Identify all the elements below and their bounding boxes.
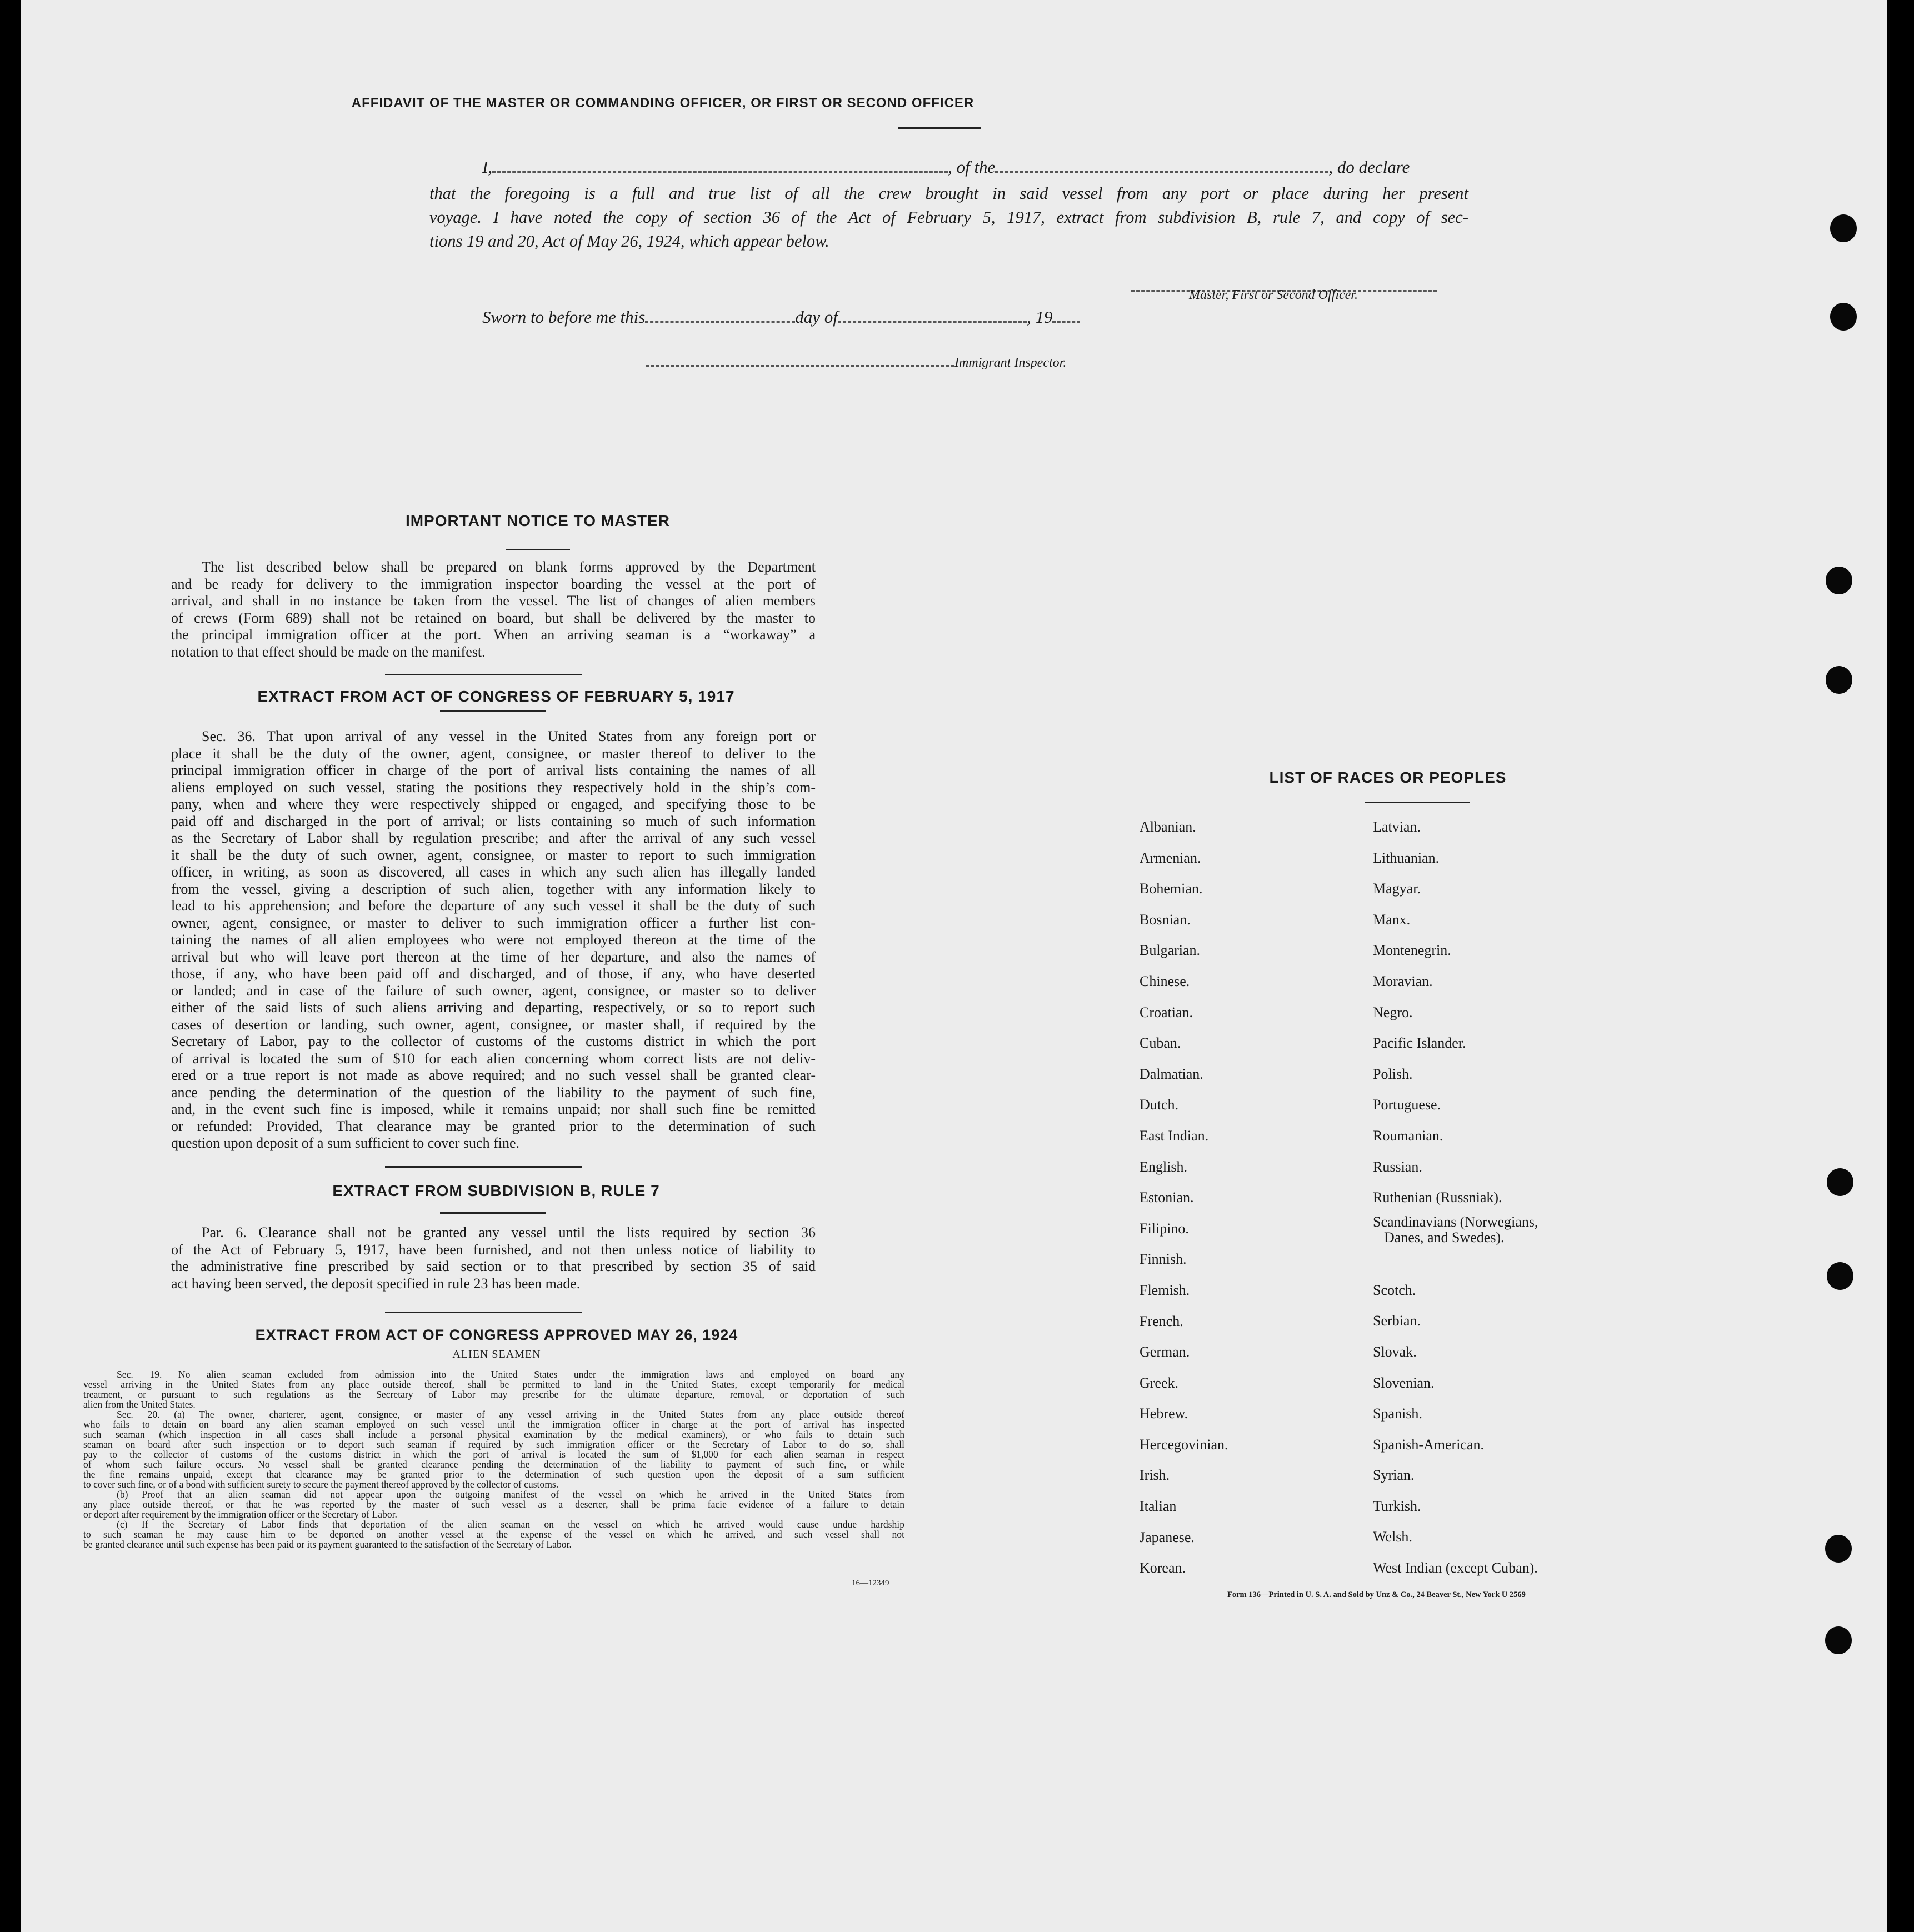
race-item: Welsh. xyxy=(1373,1529,1412,1545)
day-of-label: day of xyxy=(795,307,838,327)
form-sheet xyxy=(21,0,1887,1932)
race-item: Irish. xyxy=(1140,1467,1170,1484)
race-item: Slovenian. xyxy=(1373,1374,1435,1391)
printer-footer: Form 136—Printed in U. S. A. and Sold by Unz & Co., 24 Beaver St., New York U 2569 xyxy=(1227,1590,1526,1599)
race-item: Latvian. xyxy=(1373,819,1421,835)
month-blank[interactable] xyxy=(838,321,1027,323)
race-item: Italian xyxy=(1140,1498,1177,1515)
race-item: Armenian. xyxy=(1140,849,1201,866)
race-item: Slovak. xyxy=(1373,1343,1417,1360)
race-item: Scotch. xyxy=(1373,1282,1416,1298)
race-item: Roumanian. xyxy=(1373,1127,1443,1144)
race-item: Russian. xyxy=(1373,1158,1422,1175)
extract-1924-subtitle: ALIEN SEAMEN xyxy=(452,1348,541,1360)
extract-1917-body: Sec. 36. That upon arrival of any vessel in the United States from any foreign port or place it shall be the duty of the owner, agent, consignee, or master thereof to deliver to the principal immigration officer in charge of the port of arrival lists containing the names of all aliens employed on such vessel, stating the positions they respectively hold in the ship’s com- pany, when and where they were respectively shipped or engaged, and specifying those to be paid off and discharged in the port of arrival; or lists containing so much of such information as the Secretary of Labor shall by regulation prescribe; and after the arrival of any such vessel it shall be the duty of such owner, agent, consignee, or master to report to such immigration officer, in writing, as soon as discovered, all cases in which any such alien has illegally landed from the vessel, giving a description of such alien, together with any information likely to lead to his apprehension; and before the departure of any such vessel it shall be the duty of such owner, agent, consignee, or master to deliver to such immigration officer a further list con- taining the names of all alien employees who were not employed thereon at the time of the arrival but who will leave port thereon at the time of her departure, and also the names of those, if any, who have been paid off and discharged, and of those, if any, who have deserted or landed; and in case of the failure of such owner, agent, consignee, or master so to deliver either of the said lists of such aliens arriving and departing, respectively, or so to report such cases of desertion or landing, such owner, agent, consignee, or master shall, if required by the Secretary of Labor, pay to the collector of customs of the customs district in which the port of arrival is located the sum of $10 for each alien concerning whom correct lists are not deliv- ered or a true report is not made as above required; and no such vessel shall be granted clear- ance pending the determination of the question of the liability to the payment of such fine, and, in the event such fine is imposed, while it remains unpaid; nor shall such fine be remitted or refunded: Provided, That clearance may be granted prior to the determination of such question upon deposit of a sum sufficient to cover such fine. xyxy=(171,728,816,1151)
punch-hole xyxy=(1827,1168,1853,1196)
race-item: Korean. xyxy=(1140,1560,1186,1576)
race-item: Flemish. xyxy=(1140,1282,1190,1298)
extract-1924-title: EXTRACT FROM ACT OF CONGRESS APPROVED MAY 26, 1924 xyxy=(255,1327,738,1343)
vessel-blank[interactable] xyxy=(995,171,1328,173)
race-item: French. xyxy=(1140,1313,1183,1329)
year-label: , 19 xyxy=(1026,307,1053,327)
affidavit-i-label: I, xyxy=(482,157,493,177)
race-item: Bosnian. xyxy=(1140,911,1191,928)
race-item: Finnish. xyxy=(1140,1251,1187,1268)
extract-rule7-title: EXTRACT FROM SUBDIVISION B, RULE 7 xyxy=(332,1182,660,1199)
race-item: Bulgarian. xyxy=(1140,942,1201,959)
punch-hole xyxy=(1830,214,1857,242)
race-item: Ruthenian (Russniak). xyxy=(1373,1189,1502,1206)
race-item: Spanish-American. xyxy=(1373,1436,1485,1453)
races-right-column xyxy=(1373,812,1538,1584)
race-item: Greek. xyxy=(1140,1374,1179,1391)
affidavit-title: AFFIDAVIT OF THE MASTER OR COMMANDING OFFICER, OR FIRST OR SECOND OFFICER xyxy=(351,96,975,111)
affidavit-text xyxy=(429,182,1468,253)
divider xyxy=(1365,802,1470,803)
race-item: Estonian. xyxy=(1140,1189,1194,1206)
race-item: Pacific Islander. xyxy=(1373,1035,1466,1052)
race-item: Spanish. xyxy=(1373,1405,1422,1422)
race-item: Japanese. xyxy=(1140,1529,1195,1545)
divider xyxy=(385,1312,582,1313)
master-label: Master, First or Second Officer. xyxy=(1189,288,1358,302)
sworn-label: Sworn to before me this xyxy=(482,307,646,327)
race-item: Scandinavians (Norwegians, xyxy=(1373,1213,1538,1230)
race-item: Lithuanian. xyxy=(1373,849,1440,866)
extract-rule7-body: Par. 6. Clearance shall not be granted any vessel until the lists required by section 36 of the Act of February 5, 1917, have been furnished, and not then unless notice of liability to the administrative fine prescribed by said section or to that prescribed by section 35 of said act having been served, the deposit specified in rule 23 has been made. xyxy=(171,1224,816,1292)
inspector-label: Immigrant Inspector. xyxy=(954,356,1067,370)
race-item: Dutch. xyxy=(1140,1097,1179,1113)
race-item: Croatian. xyxy=(1140,1004,1193,1020)
affidavit-line-1 xyxy=(482,157,1410,177)
notice-title: IMPORTANT NOTICE TO MASTER xyxy=(405,512,671,529)
sworn-line xyxy=(482,307,1080,327)
race-item: Cuban. xyxy=(1140,1035,1181,1052)
race-item: Montenegrin. xyxy=(1373,942,1451,959)
name-blank[interactable] xyxy=(492,171,948,173)
race-item: Polish. xyxy=(1373,1065,1413,1082)
form-code: 16—12349 xyxy=(852,1579,889,1588)
race-item: Hebrew. xyxy=(1140,1405,1188,1422)
day-blank[interactable] xyxy=(645,321,795,323)
punch-hole xyxy=(1827,1262,1853,1290)
divider xyxy=(440,1212,546,1214)
year-blank[interactable] xyxy=(1052,321,1080,323)
notice-body: The list described below shall be prepared on blank forms approved by the Department and be ready for delivery to the immigration inspector boarding the vessel at the port of arrival, and shall in no instance be taken from the vessel. The list of changes of alien members of crews (Form 689) shall not be retained on board, but shall be delivered by the master to the principal immigration officer at the port. When an arriving seaman is a “workaway” a notation to that effect should be made on the manifest. xyxy=(171,559,816,660)
race-item: Albanian. xyxy=(1140,819,1196,835)
inspector-line xyxy=(646,356,1066,371)
race-item: English. xyxy=(1140,1158,1187,1175)
race-item: West Indian (except Cuban). xyxy=(1373,1560,1538,1576)
extract-1917-title: EXTRACT FROM ACT OF CONGRESS OF FEBRUARY 5, 1917 xyxy=(257,688,735,705)
race-item: Serbian. xyxy=(1373,1313,1421,1329)
of-the-label: , of the xyxy=(948,157,996,177)
race-item: Manx. xyxy=(1373,911,1411,928)
race-item: German. xyxy=(1140,1344,1190,1360)
races-left-column xyxy=(1140,812,1228,1584)
extract-1924-body: Sec. 19. No alien seaman excluded from admission into the United States under the immigration laws and employed on board any vessel arriving in the United States from any place outside thereof, shall be permitted to land in the United States, except temporarily for medical treatment, or pursuant to such regulations as the Secretary of Labor may prescribe for the ultimate departure, removal, or deportation of such alien from the United States. Sec. 20. (a) The owner, charterer, agent, consignee, or master of any vessel arriving in the United States from any place outside thereof who fails to detain on board any alien seaman employed on such vessel until the immigration officer in charge at the port of arrival has inspected such seaman (which inspection in all cases shall include a personal physical examination by the medical examiners), or who fails to detain such seaman on board after such inspection or to deport such seaman if required by such immigration officer or the Secretary of Labor to do so, shall pay to the collector of customs of the customs district in which the port of arrival is located the sum of $1,000 for each alien seaman in respect of whom such failure occurs. No vessel shall be granted clearance pending the determination of the liability to payment of such fine, or while the fine remains unpaid, except that clearance may be granted prior to the determination of such question upon the deposit of a sum sufficient to cover such fine, or of a bond with sufficient surety to secure the payment thereof approved by the collector of customs. (b) Proof that an alien seaman did not appear upon the outgoing manifest of the vessel on which he arrived in the United States from any place outside thereof, or that he was reported by the master of such vessel as a deserter, shall be prima facie evidence of a failure to detain or deport after requirement by the immigration officer or the Secretary of Labor. (c) If the Secretary of Labor finds that deportation of the alien seaman on the vessel on which he arrived would cause undue hardship to such seaman he may cause him to be deported on another vessel at the expense of the vessel on which he arrived, and such vessel shall not be granted clearance until such expense has been paid or its payment guaranteed to the satisfaction of the Secretary of Labor. xyxy=(83,1369,904,1550)
race-item: Danes, and Swedes). xyxy=(1384,1229,1505,1245)
race-item: Filipino. xyxy=(1140,1220,1189,1237)
punch-hole xyxy=(1830,303,1857,331)
punch-hole xyxy=(1826,567,1852,594)
divider xyxy=(385,1166,582,1168)
divider xyxy=(898,127,981,129)
punch-hole xyxy=(1825,1626,1852,1654)
race-item: Chinese. xyxy=(1140,973,1190,989)
divider xyxy=(385,674,582,675)
punch-hole xyxy=(1825,1535,1852,1563)
divider xyxy=(440,710,546,712)
punch-hole xyxy=(1826,666,1852,694)
race-item: Portuguese. xyxy=(1373,1097,1441,1113)
races-title: LIST OF RACES OR PEOPLES xyxy=(1269,769,1507,786)
race-item: Moravian. xyxy=(1373,973,1433,989)
affidavit-line-2: that the foregoing is a full and true list of all the crew brought in said vessel from any port or place during her present xyxy=(429,184,1468,203)
race-item: East Indian. xyxy=(1140,1127,1209,1144)
race-item: Magyar. xyxy=(1373,880,1421,897)
race-item: Negro. xyxy=(1373,1004,1413,1020)
race-item: Hercegovinian. xyxy=(1140,1436,1228,1453)
race-item: Dalmatian. xyxy=(1140,1065,1203,1082)
divider xyxy=(506,549,570,550)
race-item: Syrian. xyxy=(1373,1467,1415,1484)
inspector-signature-blank[interactable] xyxy=(646,365,954,367)
race-item: Bohemian. xyxy=(1140,880,1203,897)
affidavit-line-3: voyage. I have noted the copy of section 36 of the Act of February 5, 1917, extract from subdivision B, rule 7, and copy of sec- xyxy=(429,208,1468,227)
race-item: Turkish. xyxy=(1373,1498,1421,1514)
do-declare-label: , do declare xyxy=(1328,157,1410,177)
affidavit-line-4: tions 19 and 20, Act of May 26, 1924, which appear below. xyxy=(429,232,829,251)
